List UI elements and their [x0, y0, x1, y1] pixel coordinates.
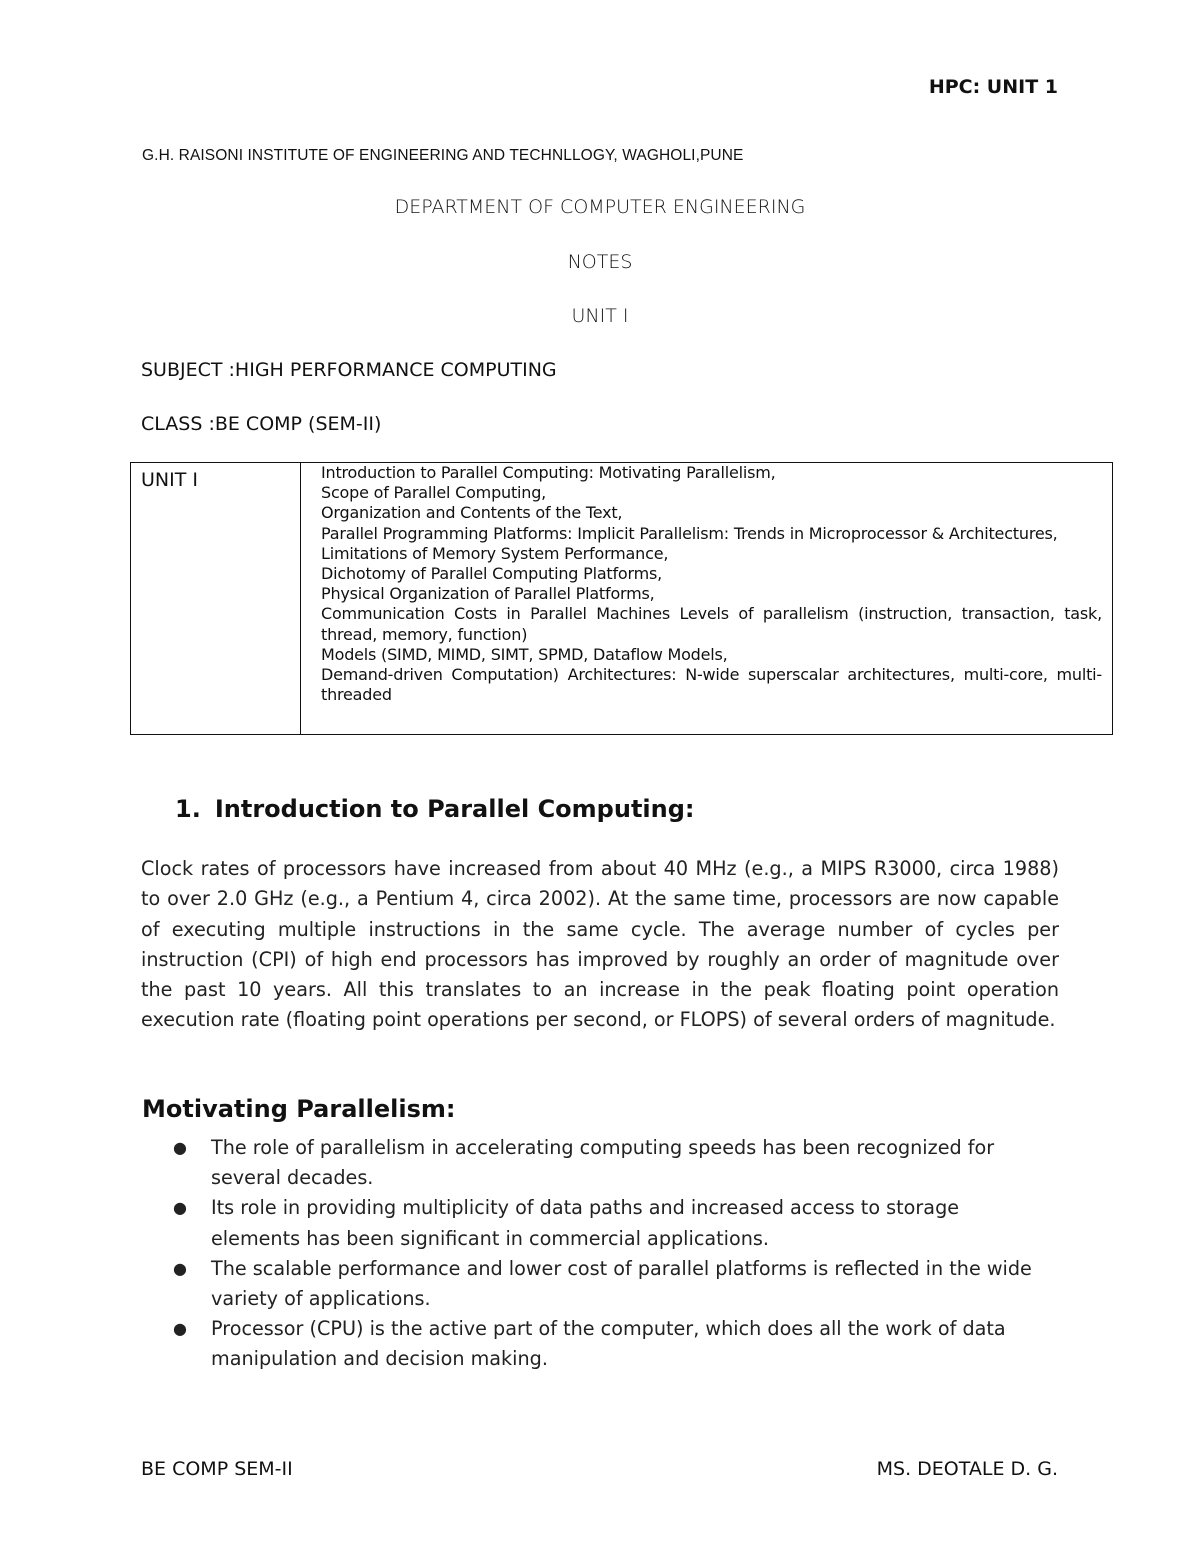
syllabus-unit-cell: UNIT I: [131, 463, 301, 734]
bullet-icon: ●: [173, 1138, 187, 1157]
list-item: [165, 1254, 1045, 1314]
section-heading: [175, 795, 695, 823]
notes-title: NOTES: [567, 251, 633, 273]
syllabus-topic: Communication Costs in Parallel Machines Levels of parallelism (instruction, transaction, task, thread, memory, function): [321, 604, 1102, 644]
syllabus-topic: Dichotomy of Parallel Computing Platforms,: [321, 564, 663, 584]
page-header-unit: HPC: UNIT 1: [928, 76, 1058, 98]
syllabus-topic: Physical Organization of Parallel Platforms,: [321, 584, 655, 604]
list-item: [165, 1133, 1045, 1193]
department-title: DEPARTMENT OF COMPUTER ENGINEERING: [394, 196, 806, 218]
section-number: 1.: [175, 795, 201, 823]
syllabus-topic: Introduction to Parallel Computing: Motivating Parallelism,: [321, 463, 776, 482]
syllabus-topic: Models (SIMD, MIMD, SIMT, SPMD, Dataflow Models,: [321, 644, 728, 664]
list-item-text: The scalable performance and lower cost of parallel platforms is reflected in the wide variety of applications.: [211, 1256, 1032, 1311]
motivating-bullet-list: [165, 1133, 1045, 1375]
list-item: [165, 1193, 1045, 1253]
intro-paragraph: Clock rates of processors have increased from about 40 MHz (e.g., a MIPS R3000, circa 1988) to over 2.0 GHz (e.g., a Pentium 4, circa 2002). At the same time, processors are now capable of executing multiple instructions in the same cycle. The average number of cycles per instruction (CPI) of high end processors has improved by roughly an order of magnitude over the past 10 years. All this translates to an increase in the peak floating point operation execution rate (floating point operations per second, or FLOPS) of several orders of magnitude.: [141, 857, 1059, 1032]
institute-name: G.H. RAISONI INSTITUTE OF ENGINEERING AND TECHNLLOGY, WAGHOLI,PUNE: [142, 147, 744, 164]
footer-author: MS. DEOTALE D. G.: [876, 1458, 1058, 1480]
bullet-icon: ●: [173, 1198, 187, 1218]
list-item-text: Processor (CPU) is the active part of the computer, which does all the work of data manipulation and decision making.: [211, 1317, 1006, 1371]
syllabus-topic: Demand-driven Computation) Architectures: N-wide superscalar architectures, multi-core, multi-threaded: [321, 665, 1102, 705]
bullet-icon: ●: [173, 1319, 187, 1339]
subject-line: SUBJECT :HIGH PERFORMANCE COMPUTING: [141, 359, 557, 381]
bullet-icon: ●: [173, 1258, 187, 1278]
list-item: [165, 1314, 1045, 1374]
syllabus-topic: Limitations of Memory System Performance,: [321, 543, 669, 563]
section-title-text: Introduction to Parallel Computing:: [214, 795, 695, 823]
class-line: CLASS :BE COMP (SEM-II): [141, 413, 382, 435]
unit-title: UNIT I: [571, 305, 629, 327]
syllabus-topic: Organization and Contents of the Text,: [321, 503, 623, 523]
syllabus-topic: Scope of Parallel Computing,: [321, 483, 547, 503]
syllabus-topic: Parallel Programming Platforms: Implicit Parallelism: Trends in Microprocessor & Architectures,: [321, 523, 1058, 543]
footer-class: BE COMP SEM-II: [141, 1458, 293, 1480]
syllabus-topics-cell: [301, 463, 1112, 734]
list-item-text: The role of parallelism in accelerating computing speeds has been recognized for several decades.: [211, 1136, 995, 1190]
syllabus-table: [130, 462, 1113, 735]
list-item-text: Its role in providing multiplicity of data paths and increased access to storage elements has been significant in commercial applications.: [211, 1196, 960, 1250]
motivating-heading: Motivating Parallelism:: [142, 1095, 456, 1123]
